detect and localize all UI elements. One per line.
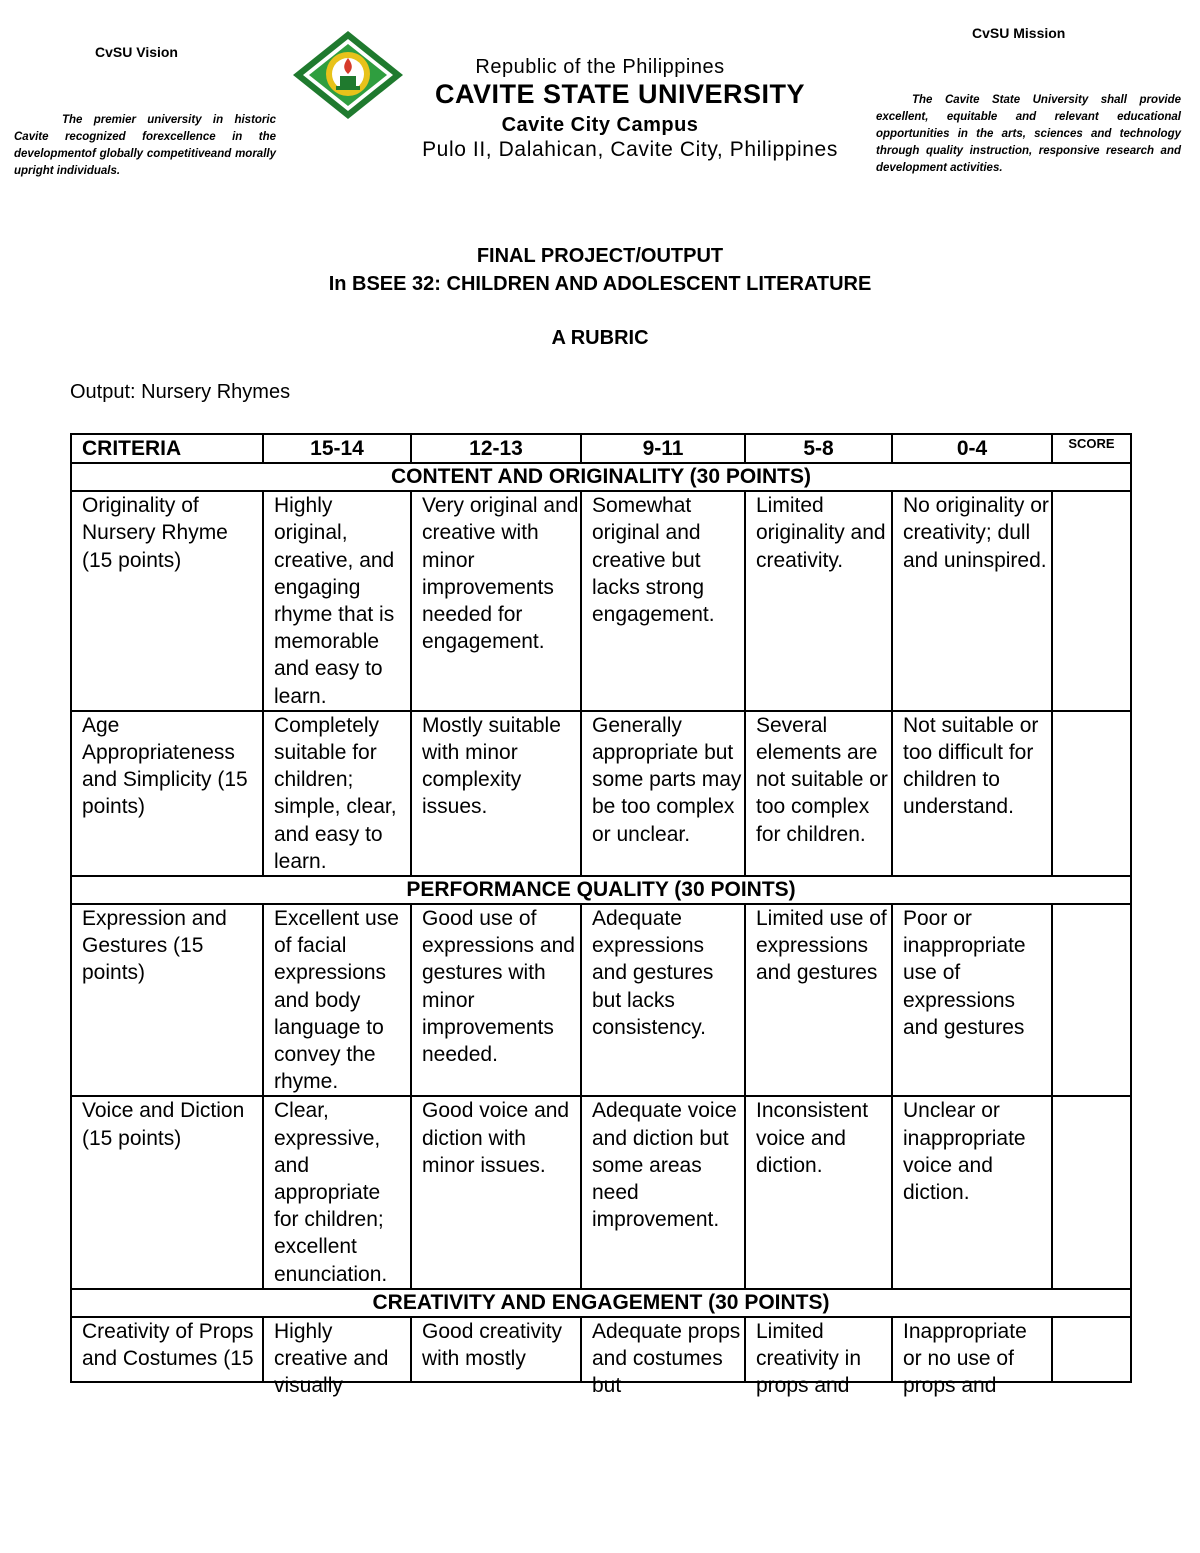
level-cell bbox=[581, 1317, 745, 1398]
header-level-5-8: 5-8 bbox=[745, 434, 892, 463]
table-row bbox=[71, 1096, 1131, 1288]
level-cell: Not suitable or too difficult for children to understand. bbox=[892, 711, 1052, 876]
header-level-15-14: 15-14 bbox=[263, 434, 411, 463]
header-level-9-11: 9-11 bbox=[581, 434, 745, 463]
level-cell: Highly original, creative, and engaging rhyme that is memorable and easy to learn. bbox=[263, 491, 411, 711]
republic-line: Republic of the Philippines bbox=[475, 56, 725, 78]
level-text: Good creativity with mostly bbox=[422, 1319, 563, 1371]
criteria-cell bbox=[71, 1317, 263, 1382]
section-title: PERFORMANCE QUALITY (30 POINTS) bbox=[71, 876, 1131, 904]
level-cell: Several elements are not suitable or too complex for children. bbox=[745, 711, 892, 876]
level-cell: Good voice and diction with minor issues. bbox=[411, 1096, 581, 1288]
level-text: Highly creative and visually bbox=[274, 1319, 389, 1398]
table-row bbox=[71, 711, 1131, 876]
level-cell: Very original and creative with minor improvements needed for engagement. bbox=[411, 491, 581, 711]
level-cell: Poor or inappropriate use of expressions and gestures bbox=[892, 904, 1052, 1096]
level-cell: Generally appropriate but some parts may be too complex or unclear. bbox=[581, 711, 745, 876]
level-text: Inappropriate or no use of props and bbox=[903, 1319, 1027, 1398]
level-cell: Adequate expressions and gestures but lacks consistency. bbox=[581, 904, 745, 1096]
campus-name: Cavite City Campus bbox=[501, 114, 699, 136]
level-text: Limited creativity in props and bbox=[756, 1319, 862, 1398]
level-cell: Good use of expressions and gestures with minor improvements needed. bbox=[411, 904, 581, 1096]
level-cell: Mostly suitable with minor complexity issues. bbox=[411, 711, 581, 876]
header-criteria: CRITERIA bbox=[71, 434, 263, 463]
vision-text: The premier university in historic Cavite recognized forexcellence in the developmentof globally competitiveand morally upright individuals. bbox=[14, 114, 276, 177]
table-row bbox=[71, 1317, 1131, 1382]
vision-title: CvSU Vision bbox=[95, 44, 178, 60]
level-cell bbox=[745, 1317, 892, 1398]
score-cell[interactable] bbox=[1052, 1317, 1131, 1382]
document-title: FINAL PROJECT/OUTPUT bbox=[476, 245, 724, 267]
level-cell: Somewhat original and creative but lacks strong engagement. bbox=[581, 491, 745, 711]
level-cell: Limited originality and creativity. bbox=[745, 491, 892, 711]
score-cell[interactable] bbox=[1052, 711, 1131, 876]
level-cell bbox=[892, 1317, 1052, 1398]
university-name: CAVITE STATE UNIVERSITY bbox=[434, 79, 806, 109]
criteria-cell: Age Appropriateness and Simplicity (15 points) bbox=[71, 711, 263, 876]
mission-text: The Cavite State University shall provide excellent, equitable and relevant educational opportunities in the arts, sciences and technology through quality instruction, responsive research and development activities. bbox=[876, 94, 1181, 174]
criteria-text: Creativity of Props and Costumes (15 bbox=[82, 1319, 254, 1371]
header-level-0-4: 0-4 bbox=[892, 434, 1052, 463]
section-title: CREATIVITY AND ENGAGEMENT (30 POINTS) bbox=[71, 1289, 1131, 1317]
level-cell bbox=[411, 1317, 581, 1382]
criteria-cell: Originality of Nursery Rhyme (15 points) bbox=[71, 491, 263, 711]
cvsu-logo bbox=[292, 30, 404, 120]
rubric-table bbox=[70, 433, 1132, 1398]
level-cell: No originality or creativity; dull and uninspired. bbox=[892, 491, 1052, 711]
header-score: SCORE bbox=[1052, 434, 1131, 463]
level-cell: Adequate voice and diction but some areas need improvement. bbox=[581, 1096, 745, 1288]
score-cell[interactable] bbox=[1052, 491, 1131, 711]
course-title: In BSEE 32: CHILDREN AND ADOLESCENT LITERATURE bbox=[328, 273, 872, 295]
level-cell: Inconsistent voice and diction. bbox=[745, 1096, 892, 1288]
rubric-title: A RUBRIC bbox=[551, 327, 649, 349]
level-cell bbox=[263, 1317, 411, 1398]
score-cell[interactable] bbox=[1052, 904, 1131, 1096]
output-line: Output: Nursery Rhymes bbox=[70, 381, 291, 403]
table-row bbox=[71, 904, 1131, 1096]
level-cell: Completely suitable for children; simple, clear, and easy to learn. bbox=[263, 711, 411, 876]
campus-address: Pulo II, Dalahican, Cavite City, Philippines bbox=[422, 138, 838, 161]
table-row bbox=[71, 491, 1131, 711]
score-cell[interactable] bbox=[1052, 1096, 1131, 1288]
level-text: Adequate props and costumes but bbox=[592, 1319, 741, 1398]
level-cell: Limited use of expressions and gestures bbox=[745, 904, 892, 1096]
header-row bbox=[71, 434, 1131, 463]
header-level-12-13: 12-13 bbox=[411, 434, 581, 463]
level-cell: Excellent use of facial expressions and body language to convey the rhyme. bbox=[263, 904, 411, 1096]
level-cell: Clear, expressive, and appropriate for children; excellent enunciation. bbox=[263, 1096, 411, 1288]
criteria-cell: Expression and Gestures (15 points) bbox=[71, 904, 263, 1096]
section-title: CONTENT AND ORIGINALITY (30 POINTS) bbox=[71, 463, 1131, 491]
criteria-cell: Voice and Diction (15 points) bbox=[71, 1096, 263, 1288]
mission-title: CvSU Mission bbox=[972, 25, 1066, 41]
level-cell: Unclear or inappropriate voice and diction. bbox=[892, 1096, 1052, 1288]
